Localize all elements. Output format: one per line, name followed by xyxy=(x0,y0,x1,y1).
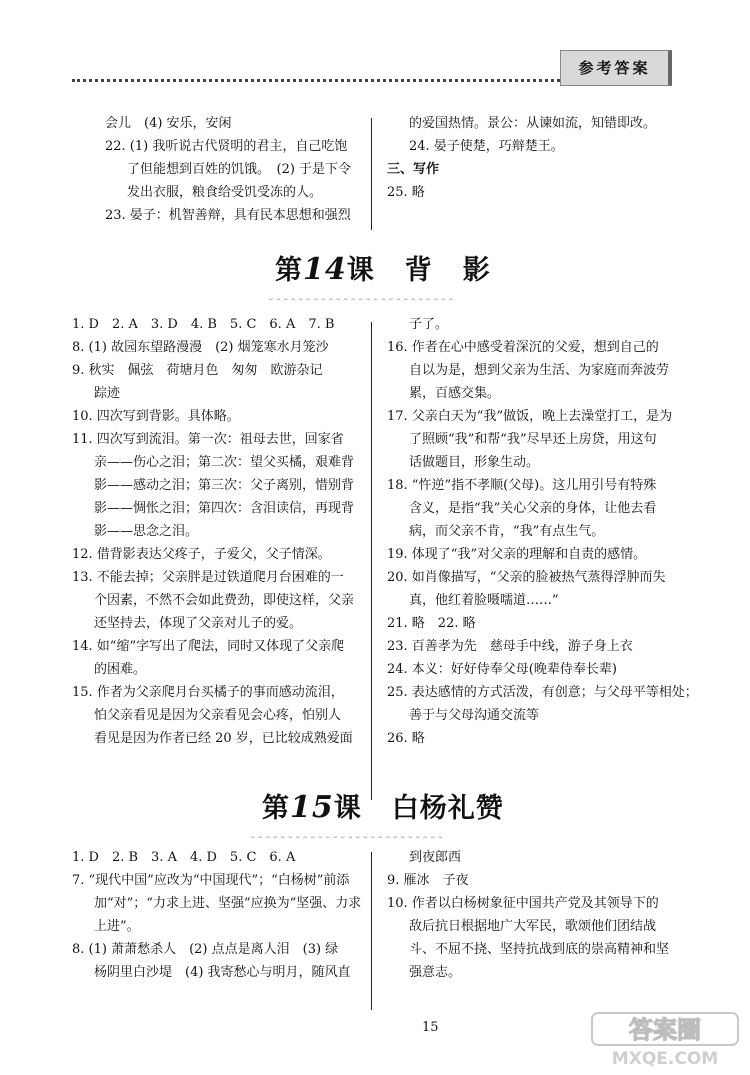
text-line: 看见是因为作者已经 20 岁，已比较成熟爱面 xyxy=(94,731,353,746)
text-line: 上进”。 xyxy=(94,919,140,934)
top-left-column xyxy=(105,112,365,227)
svg-text:答案圈: 答案圈 xyxy=(629,1016,701,1044)
text-line: 自以为是，想到父亲为生活、为家庭而奔波劳 xyxy=(409,363,670,378)
text-line: 22. (1) 我听说古代贤明的君主，自己吃饱 xyxy=(105,139,348,154)
text-line: 还坚持去，体现了父亲对儿子的爱。 xyxy=(94,616,303,631)
text-line: 子了。 xyxy=(409,317,449,332)
text-line: 话做题目，形象生动。 xyxy=(409,455,540,470)
lesson-ke: 课 xyxy=(346,255,375,286)
text-line: 9. 秋实 佩弦 荷塘月色 匆匆 欧游杂记 xyxy=(72,363,323,378)
lesson-15-title xyxy=(262,786,504,825)
text-line: 了但能想到百姓的饥饿。 (2) 于是下令 xyxy=(127,162,352,177)
text-line: 8. (1) 萧萧愁杀人 (2) 点点是离人泪 (3) 绿 xyxy=(72,942,339,957)
lesson-14-left-column xyxy=(72,313,368,750)
title-ornament: ˷˷˷˷˷˷˷˷˷˷˷˷˷˷˷˷˷˷˷˷˷˷˷˷˷ xyxy=(268,288,456,301)
answer-key-tab xyxy=(560,50,672,86)
top-column-divider xyxy=(371,118,372,230)
text-line: 20. 如肖像描写，“父亲的脸被热气蒸得浮肿而失 xyxy=(387,570,666,585)
svg-text:MXQE.COM: MXQE.COM xyxy=(611,1049,719,1068)
text-line: 踪迹 xyxy=(94,386,121,401)
text-line: 真，他红着脸嗫嚅道……” xyxy=(409,593,559,608)
lesson-14-right-column xyxy=(387,313,698,750)
section-heading: 三、写作 xyxy=(387,162,440,177)
lesson-14-column-divider xyxy=(371,322,372,800)
text-line: 善于与父母沟通交流等 xyxy=(409,708,540,723)
lesson-title-text: 白杨礼赞 xyxy=(391,793,504,824)
lesson-14-title xyxy=(275,248,491,287)
text-line: 24. 晏子使楚，巧辩楚王。 xyxy=(409,139,564,154)
text-line: 杨阴里白沙堤 (4) 我寄愁心与明月，随风直 xyxy=(94,965,351,980)
lesson-ke: 课 xyxy=(333,793,362,824)
top-right-column xyxy=(387,112,687,204)
text-line: 个因素，不然不会如此费劲，即使这样，父亲 xyxy=(94,593,355,608)
page-number: 15 xyxy=(422,1020,439,1035)
lesson-15-right-column xyxy=(387,846,687,984)
lesson-number: 15 xyxy=(290,790,334,825)
title-ornament: ˷˷˷˷˷˷˷˷˷˷˷˷˷˷˷˷˷˷˷˷˷˷˷˷˷˷ xyxy=(250,826,445,839)
text-line: 14. 如“缩”字写出了爬法，同时又体现了父亲爬 xyxy=(72,639,345,654)
text-line: 9. 雁冰 子夜 xyxy=(387,873,469,888)
text-line: 26. 略 xyxy=(387,731,425,746)
text-line: 23. 晏子：机智善辩，具有民本思想和强烈 xyxy=(105,208,351,223)
text-line: 21. 略 22. 略 xyxy=(387,616,476,631)
text-line: 19. 体现了“我”对父亲的理解和自责的感情。 xyxy=(387,547,647,562)
text-line: 病，而父亲不肯，“我”有点生气。 xyxy=(409,524,605,539)
text-line: 12. 借背影表达父疼子，子爱父，父子情深。 xyxy=(72,547,331,562)
text-line: 11. 四次写到流泪。第一次：祖母去世，回家省 xyxy=(72,432,344,447)
lesson-15-column-divider xyxy=(371,852,372,1010)
lesson-15-left-column xyxy=(72,846,368,984)
text-line: 敌后抗日根据地广大军民，歌颂他们团结战 xyxy=(409,919,657,934)
lesson-title-char: 影 xyxy=(462,255,491,286)
text-line: 影——感动之泪；第三次：父子离别，惜别背 xyxy=(94,478,355,493)
text-line: 了照顾“我”和帮“我”尽早还上房贷，用这句 xyxy=(409,432,657,447)
text-line: 到夜郎西 xyxy=(409,850,462,865)
text-line: 怕父亲看见是因为父亲看见会心疼，怕别人 xyxy=(94,708,342,723)
text-line: 25. 略 xyxy=(387,185,425,200)
answer-key-label: 参考答案 xyxy=(578,59,651,77)
text-line: 亲——伤心之泪；第二次：望父买橘，艰难背 xyxy=(94,455,355,470)
text-line: 影——思念之泪。 xyxy=(94,524,199,539)
text-line: 25. 表达感情的方式活泼，有创意；与父母平等相处； xyxy=(387,685,698,700)
text-line: 1. D 2. B 3. A 4. D 5. C 6. A xyxy=(72,850,296,865)
lesson-title-char: 背 xyxy=(404,255,433,286)
lesson-prefix: 第 xyxy=(262,793,290,824)
text-line: 斗、不屈不挠、坚持抗战到底的崇高精神和坚 xyxy=(409,942,670,957)
header-dotted-rule xyxy=(72,79,560,82)
text-line: 加“对”；“力求上进、坚强”应换为“坚强、力求 xyxy=(94,896,362,911)
text-line: 16. 作者在心中感受着深沉的父爱，想到自己的 xyxy=(387,340,659,355)
text-line: 10. 四次写到背影。具体略。 xyxy=(72,409,240,424)
text-line: 7. “现代中国”应改为“中国现代”；“白杨树”前添 xyxy=(72,873,350,888)
text-line: 18. “忤逆”指不孝顺(父母)。这儿用引号有特殊 xyxy=(387,478,657,493)
lesson-number: 14 xyxy=(303,252,347,287)
text-line: 8. (1) 故园东望路漫漫 (2) 烟笼寒水月笼沙 xyxy=(72,340,329,355)
watermark-logo xyxy=(590,1010,740,1068)
text-line: 24. 本义：好好侍奉父母(晚辈侍奉长辈) xyxy=(387,662,617,677)
lesson-prefix: 第 xyxy=(275,255,303,286)
text-line: 会儿 (4) 安乐，安闲 xyxy=(105,116,232,131)
text-line: 强意志。 xyxy=(409,965,462,980)
text-line: 的爱国热情。景公：从谏如流，知错即改。 xyxy=(409,116,657,131)
text-line: 23. 百善孝为先 慈母手中线，游子身上衣 xyxy=(387,639,633,654)
text-line: 含义，是指“我”关心父亲的身体，让他去看 xyxy=(409,501,657,516)
text-line: 13. 不能去掉；父亲胖是过铁道爬月台困难的一 xyxy=(72,570,344,585)
text-line: 的困难。 xyxy=(94,662,147,677)
text-line: 10. 作者以白杨树象征中国共产党及其领导下的 xyxy=(387,896,659,911)
text-line: 17. 父亲白天为“我”做饭，晚上去澡堂打工，是为 xyxy=(387,409,673,424)
text-line: 发出衣服，粮食给受饥受冻的人。 xyxy=(127,185,323,200)
text-line: 影——惆怅之泪；第四次：含泪读信，再现背 xyxy=(94,501,355,516)
text-line: 1. D 2. A 3. D 4. B 5. C 6. A 7. B xyxy=(72,317,335,332)
text-line: 15. 作者为父亲爬月台买橘子的事而感动流泪， xyxy=(72,685,344,700)
text-line: 累，百感交集。 xyxy=(409,386,501,401)
